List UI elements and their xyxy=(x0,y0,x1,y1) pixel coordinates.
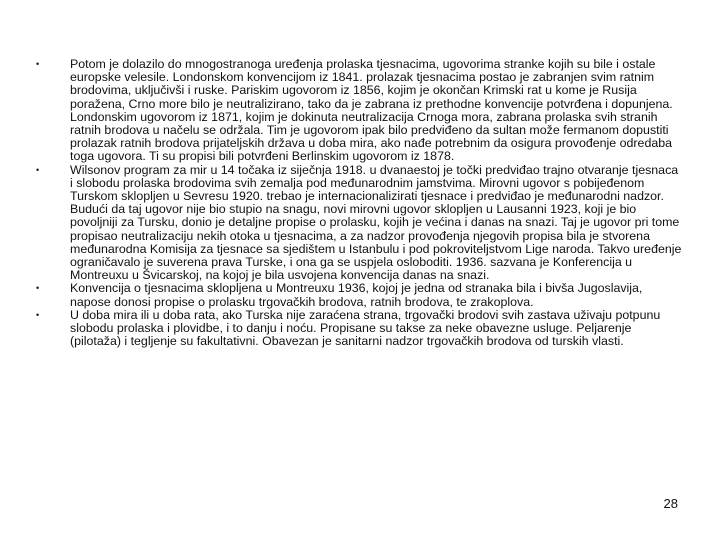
bullet-icon: • xyxy=(36,309,40,320)
paragraph-text: Wilsonov program za mir u 14 točaka iz siječnja 1918. u dvanaestoj je točki predviđao trajno otvaranje tjesnaca i slobodu prolaska brodovima svih zemalja pod međunarodnim jamstvima. Mirovni ugovor s pobijeđenom Turskom sklopljen u Sevresu 1920. trebao je internacionalizirati tjesnace i predviđao je međunarodni nadzor. Budući da taj ugovor nije bio stupio na snagu, novi mirovni ugovor sklopljen u Lausanni 1923, koji je bio povoljniji za Tursku, donio je detaljne propise o prolasku, kojih je većina i danas na snazi. Taj je ugovor pri tome propisao neutralizaciju nekih otoka u tjesnacima, a za nadzor provođenja njegovih propisa bila je stvorena međunarodna Komisija za tjesnace sa sjedištem u Istanbulu i pod pokroviteljstvom Lige naroda. Takvo uređenje ograničavalo je suverena prava Turske, i ona ga se uspjela osloboditi. 1936. sazvana je Konferencija u Montreuxu u Švicarskoj, na kojoj je bila usvojena konvencija danas na snazi. xyxy=(70,162,682,283)
paragraph-text: Potom je dolazilo do mnogostranoga uređenja prolaska tjesnacima, ugovorima stranke kojih su bile i ostale europske velesile. Londonskom konvencijom iz 1841. prolazak tjesnacima postao je zabranjen svim ratnim brodovima, uključivši i ruske. Pariskim ugovorom iz 1856, kojim je okončan Krimski rat u kome je Rusija poražena, Crno more bilo je neutralizirano, tako da je zabrana iz prethodne konvencije potvrđena i dopunjena. Londonskim ugovorom iz 1871, kojim je dokinuta neutralizacija Crnoga mora, zabrana prolaska svih stranih ratnih brodova u načelu se održala. Tim je ugovorom ipak bilo predviđeno da sultan može fermanom dopustiti prolazak ratnih brodova prijateljskih država u doba mira, ako nađe potrebnim da osigura provođenje odredaba toga ugovora. Ti su propisi bili potvrđeni Berlinskim ugovorom iz 1878. xyxy=(70,57,673,164)
bullet-icon: • xyxy=(36,283,40,294)
list-item xyxy=(36,282,682,308)
page-number: 28 xyxy=(663,496,678,511)
list-item xyxy=(36,309,682,349)
list-item xyxy=(36,58,682,164)
bullet-icon: • xyxy=(36,164,40,175)
bullet-icon: • xyxy=(36,59,40,69)
paragraph-text: U doba mira ili u doba rata, ako Turska nije zaraćena strana, trgovački brodovi svih zastava uživaju potpunu slobodu prolaska i plovidbe, i to danju i noću. Propisane su takse za neke obavezne usluge. Peljarenje (pilotaža) i tegljenje su fakultativni. Obavezan je sanitarni nadzor trgovačkih brodova od turskih vlasti. xyxy=(70,307,661,349)
list-item xyxy=(36,164,682,283)
bullet-list xyxy=(36,58,682,348)
paragraph-text: Konvencija o tjesnacima sklopljena u Montreuxu 1936, kojoj je jedna od stranaka bila i bivša Jugoslavija, napose donosi propise o prolasku trgovačkih brodova, ratnih brodova, te zrakoplova. xyxy=(70,281,643,309)
